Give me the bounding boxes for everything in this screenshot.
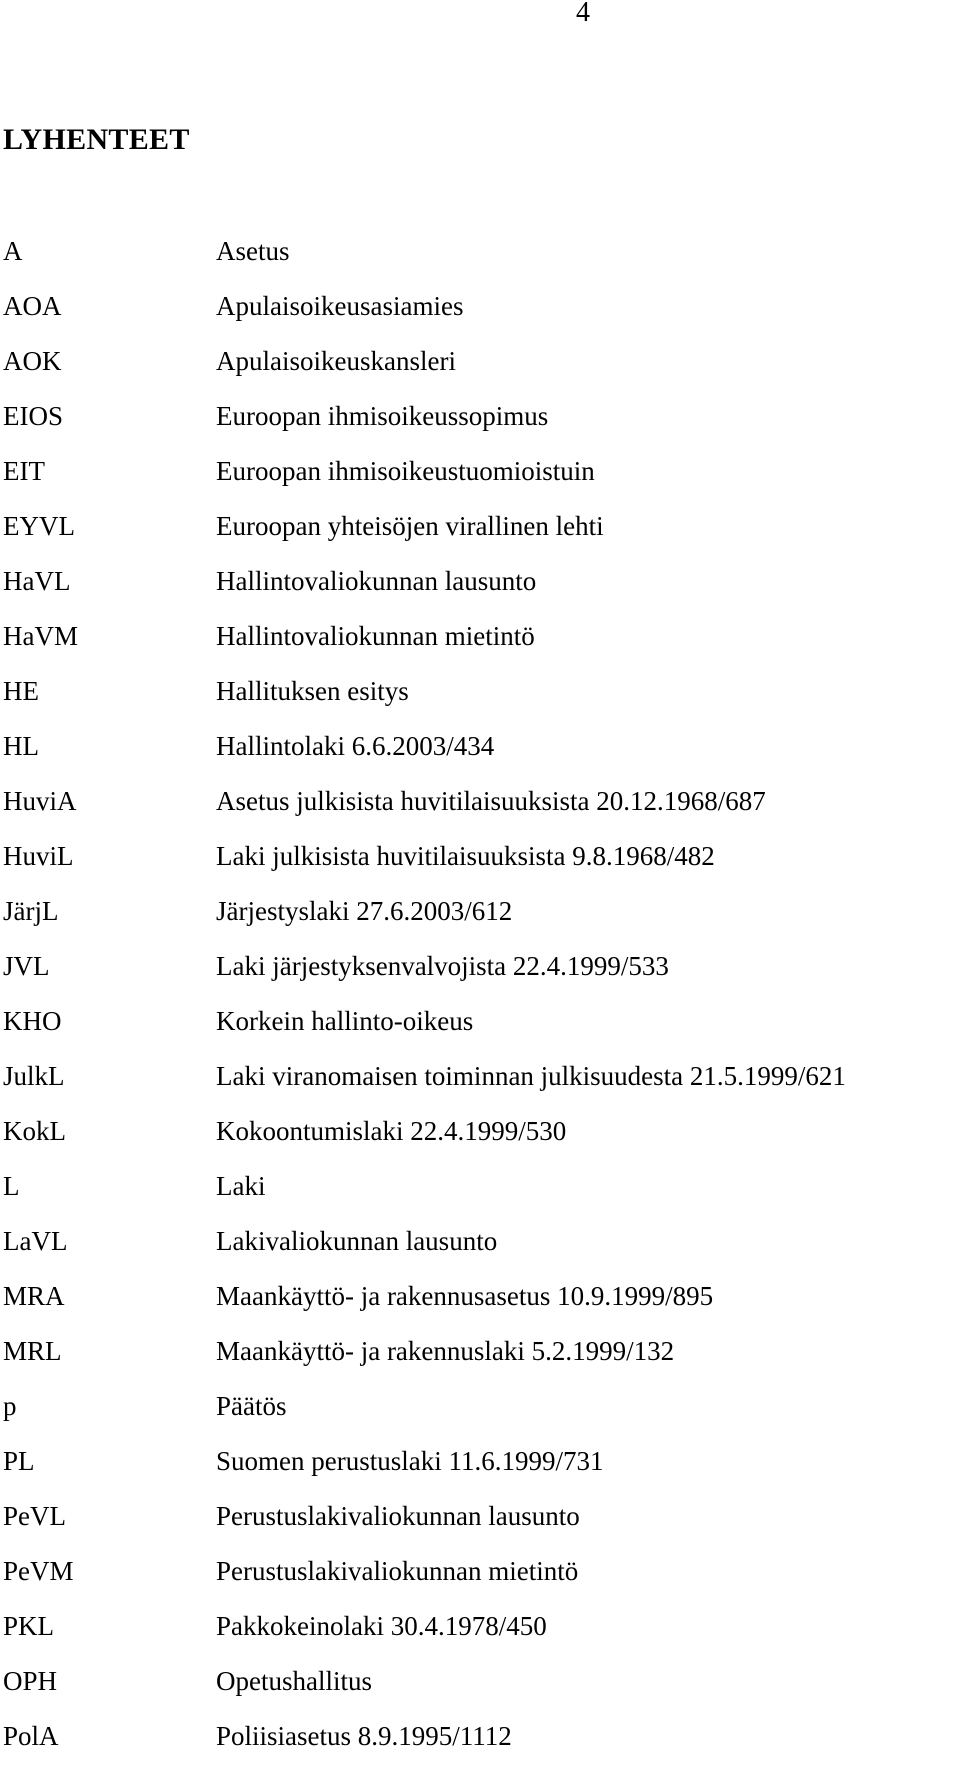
abbreviation-term: LaVL xyxy=(3,1226,68,1256)
abbreviation-term: PL xyxy=(3,1446,35,1476)
abbreviation-definition: Laki julkisista huvitilaisuuksista 9.8.1968/482 xyxy=(216,841,715,871)
abbreviation-definition: Maankäyttö- ja rakennuslaki 5.2.1999/132 xyxy=(216,1336,675,1366)
page-title: LYHENTEET xyxy=(3,123,190,156)
abbreviation-term: MRL xyxy=(3,1336,62,1366)
abbreviation-row xyxy=(0,1169,960,1224)
abbreviation-row xyxy=(0,1719,960,1774)
abbreviation-term: AOK xyxy=(3,346,62,376)
abbreviation-row xyxy=(0,564,960,619)
abbreviation-definition: Kokoontumislaki 22.4.1999/530 xyxy=(216,1116,567,1146)
abbreviation-definition: Laki viranomaisen toiminnan julkisuudesta 21.5.1999/621 xyxy=(216,1061,846,1091)
abbreviation-definition: Laki järjestyksenvalvojista 22.4.1999/533 xyxy=(216,951,669,981)
abbreviation-row xyxy=(0,729,960,784)
abbreviation-term: MRA xyxy=(3,1281,65,1311)
abbreviation-term: EYVL xyxy=(3,511,75,541)
abbreviation-definition: Suomen perustuslaki 11.6.1999/731 xyxy=(216,1446,604,1476)
abbreviation-term: HE xyxy=(3,676,39,706)
abbreviation-term: EIT xyxy=(3,456,45,486)
abbreviation-definition: Asetus xyxy=(216,236,290,266)
abbreviation-row xyxy=(0,1609,960,1664)
abbreviation-definition: Euroopan ihmisoikeussopimus xyxy=(216,401,549,431)
abbreviation-definition: Poliisiasetus 8.9.1995/1112 xyxy=(216,1721,512,1751)
abbreviation-definition: Opetushallitus xyxy=(216,1666,372,1696)
abbreviation-row xyxy=(0,344,960,399)
abbreviation-row xyxy=(0,839,960,894)
abbreviation-term: OPH xyxy=(3,1666,58,1696)
abbreviation-term: A xyxy=(3,236,23,266)
abbreviation-definition: Euroopan ihmisoikeustuomioistuin xyxy=(216,456,595,486)
abbreviation-definition: Apulaisoikeuskansleri xyxy=(216,346,456,376)
abbreviation-row xyxy=(0,454,960,509)
abbreviation-definition: Järjestyslaki 27.6.2003/612 xyxy=(216,896,513,926)
abbreviation-definition: Apulaisoikeusasiamies xyxy=(216,291,464,321)
abbreviation-row xyxy=(0,1664,960,1719)
abbreviation-term: HuviL xyxy=(3,841,74,871)
abbreviation-term: p xyxy=(3,1391,17,1421)
abbreviation-term: HuviA xyxy=(3,786,77,816)
abbreviation-definition: Perustuslakivaliokunnan mietintö xyxy=(216,1556,579,1586)
abbreviation-definition: Pakkokeinolaki 30.4.1978/450 xyxy=(216,1611,547,1641)
abbreviation-term: PKL xyxy=(3,1611,55,1641)
abbreviation-definition: Euroopan yhteisöjen virallinen lehti xyxy=(216,511,604,541)
abbreviation-definition: Päätös xyxy=(216,1391,287,1421)
abbreviation-term: AOA xyxy=(3,291,62,321)
abbreviation-definition: Hallituksen esitys xyxy=(216,676,409,706)
abbreviation-row xyxy=(0,509,960,564)
page-number: 4 xyxy=(576,0,590,28)
abbreviation-row xyxy=(0,1114,960,1169)
abbreviation-row xyxy=(0,1499,960,1554)
abbreviation-definition: Lakivaliokunnan lausunto xyxy=(216,1226,498,1256)
abbreviation-row xyxy=(0,399,960,454)
abbreviation-row xyxy=(0,1444,960,1499)
abbreviation-row xyxy=(0,674,960,729)
abbreviation-definition: Hallintovaliokunnan lausunto xyxy=(216,566,537,596)
abbreviation-term: PeVL xyxy=(3,1501,66,1531)
abbreviation-definition: Perustuslakivaliokunnan lausunto xyxy=(216,1501,580,1531)
abbreviation-definition: Laki xyxy=(216,1171,266,1201)
abbreviation-term: JulkL xyxy=(3,1061,65,1091)
abbreviation-row xyxy=(0,619,960,674)
abbreviation-definition: Hallintovaliokunnan mietintö xyxy=(216,621,535,651)
abbreviation-term: HaVL xyxy=(3,566,71,596)
abbreviation-term: JVL xyxy=(3,951,50,981)
abbreviation-row xyxy=(0,1059,960,1114)
abbreviation-term: KokL xyxy=(3,1116,66,1146)
abbreviation-term: HaVM xyxy=(3,621,78,651)
abbreviation-row xyxy=(0,949,960,1004)
abbreviation-row xyxy=(0,1554,960,1609)
abbreviation-row xyxy=(0,1334,960,1389)
abbreviation-row xyxy=(0,894,960,949)
abbreviation-term: PolA xyxy=(3,1721,59,1751)
abbreviation-row xyxy=(0,234,960,289)
abbreviation-row xyxy=(0,1004,960,1059)
abbreviation-row xyxy=(0,1279,960,1334)
abbreviation-term: PeVM xyxy=(3,1556,74,1586)
abbreviation-term: KHO xyxy=(3,1006,62,1036)
abbreviation-list xyxy=(0,234,960,1774)
abbreviation-term: L xyxy=(3,1171,20,1201)
abbreviation-row xyxy=(0,1389,960,1444)
abbreviation-definition: Hallintolaki 6.6.2003/434 xyxy=(216,731,495,761)
abbreviation-term: EIOS xyxy=(3,401,63,431)
abbreviation-definition: Korkein hallinto-oikeus xyxy=(216,1006,474,1036)
abbreviation-definition: Asetus julkisista huvitilaisuuksista 20.12.1968/687 xyxy=(216,786,766,816)
abbreviation-row xyxy=(0,1224,960,1279)
abbreviation-term: HL xyxy=(3,731,39,761)
abbreviation-term: JärjL xyxy=(3,896,59,926)
abbreviation-definition: Maankäyttö- ja rakennusasetus 10.9.1999/895 xyxy=(216,1281,714,1311)
abbreviation-row xyxy=(0,784,960,839)
abbreviation-row xyxy=(0,289,960,344)
